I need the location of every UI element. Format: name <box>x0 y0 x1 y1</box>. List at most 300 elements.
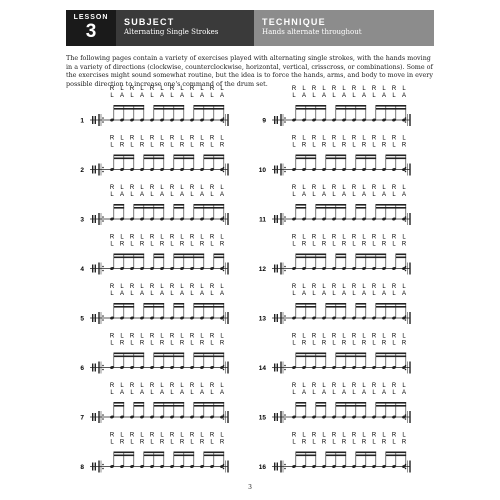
repeat-dot <box>284 117 286 119</box>
clef-mark <box>274 314 275 322</box>
beam <box>376 402 406 404</box>
beam <box>204 452 224 454</box>
lesson-number: 3 <box>85 21 97 42</box>
sticking-letter: L <box>200 234 204 241</box>
sticking-letter: L <box>322 135 326 142</box>
exercise-15 <box>259 383 410 423</box>
clef-mark <box>277 215 278 223</box>
sticking-letter: A <box>341 192 347 198</box>
sticking-letter: R <box>391 234 397 241</box>
sticking-letter: R <box>179 142 185 149</box>
beam <box>134 405 144 407</box>
sticking-letter: A <box>321 192 327 198</box>
beam <box>376 306 406 308</box>
sticking-letter: L <box>150 340 154 347</box>
sticking-letter: L <box>150 291 154 297</box>
beam <box>174 306 184 308</box>
repeat-dot <box>223 171 225 173</box>
beam <box>114 402 124 404</box>
beam <box>376 108 406 110</box>
sticking-letter: L <box>220 333 224 340</box>
sticking-letter: R <box>129 383 135 389</box>
repeat-dot <box>102 270 104 272</box>
sticking-letter: A <box>139 390 145 396</box>
beam <box>174 204 184 206</box>
sticking-letter: L <box>332 142 336 149</box>
sticking-letter: L <box>402 86 406 92</box>
repeat-dot <box>405 167 407 169</box>
repeat-dot <box>223 319 225 321</box>
sticking-letter: A <box>219 93 225 99</box>
repeat-dot <box>405 369 407 371</box>
exercise-number: 6 <box>80 365 84 372</box>
sticking-letter: A <box>159 390 165 396</box>
sticking-letter: A <box>301 93 307 99</box>
sticking-letter: L <box>200 284 204 290</box>
sticking-letter: R <box>361 142 367 149</box>
sticking-letter: L <box>322 383 326 389</box>
sticking-letter: R <box>321 439 327 446</box>
sticking-letter: L <box>220 135 224 142</box>
beam <box>316 204 346 206</box>
sticking-letter: L <box>342 284 346 290</box>
beam <box>114 257 144 259</box>
sticking-letter: L <box>362 234 366 241</box>
beam <box>194 405 224 407</box>
sticking-letter: L <box>292 291 296 297</box>
sticking-letter: L <box>402 284 406 290</box>
sticking-letter: L <box>312 340 316 347</box>
sticking-letter: R <box>149 333 155 340</box>
sticking-letter: L <box>130 291 134 297</box>
beam <box>174 158 194 160</box>
beam <box>114 356 144 358</box>
beam <box>356 257 386 259</box>
beam <box>144 452 164 454</box>
sticking-letter: A <box>179 291 185 297</box>
repeat-dot <box>223 315 225 317</box>
sticking-letter: L <box>170 142 174 149</box>
clef-mark <box>92 116 93 124</box>
beam <box>114 254 144 256</box>
sticking-letter: L <box>180 432 184 439</box>
repeat-dot <box>223 369 225 371</box>
sticking-letter: R <box>381 142 387 149</box>
sticking-letter: R <box>149 383 155 389</box>
sticking-letter: L <box>110 291 114 297</box>
sticking-letter: R <box>129 432 135 439</box>
beam <box>134 207 164 209</box>
sticking-letter: L <box>170 439 174 446</box>
sticking-letter: R <box>381 439 387 446</box>
sticking-letter: L <box>180 284 184 290</box>
sticking-letter: A <box>361 192 367 198</box>
sticking-letter: L <box>352 439 356 446</box>
sticking-letter: L <box>200 185 204 191</box>
sticking-letter: R <box>189 383 195 389</box>
beam <box>154 353 184 355</box>
sticking-letter: L <box>150 192 154 198</box>
sticking-letter: L <box>322 86 326 92</box>
sticking-letter: L <box>140 383 144 389</box>
sticking-letter: L <box>322 234 326 241</box>
exercise-11 <box>259 185 410 225</box>
sticking-letter: R <box>129 185 135 191</box>
sticking-letter: L <box>140 333 144 340</box>
beam <box>204 158 224 160</box>
beam <box>174 455 194 457</box>
beam <box>194 108 224 110</box>
beam <box>154 405 184 407</box>
exercise-5 <box>80 284 228 324</box>
beam <box>326 303 346 305</box>
exercise-number: 1 <box>80 117 84 125</box>
sticking-letter: L <box>402 234 406 241</box>
sticking-letter: R <box>189 432 195 439</box>
repeat-dot <box>102 418 104 420</box>
sticking-letter: R <box>301 340 307 347</box>
sticking-letter: L <box>382 284 386 290</box>
clef-mark <box>95 314 96 322</box>
subject-title: SUBJECT <box>124 17 175 27</box>
sticking-letter: L <box>120 234 124 241</box>
sticking-letter: R <box>109 86 115 92</box>
technique-title: TECHNIQUE <box>262 17 326 27</box>
repeat-dot <box>405 171 407 173</box>
sticking-letter: A <box>381 291 387 297</box>
sticking-letter: R <box>109 432 115 439</box>
beam <box>396 254 406 256</box>
sticking-letter: R <box>291 135 297 142</box>
exercise-number: 3 <box>80 216 84 224</box>
sticking-letter: A <box>179 390 185 396</box>
sticking-letter: R <box>139 142 145 149</box>
sticking-letter: R <box>169 86 175 92</box>
sticking-letter: R <box>311 185 317 191</box>
beam <box>326 158 346 160</box>
sticking-letter: L <box>312 390 316 396</box>
sticking-letter: R <box>331 432 337 439</box>
beam <box>296 254 326 256</box>
sticking-letter: L <box>392 390 396 396</box>
repeat-dot <box>223 216 225 218</box>
sticking-letter: A <box>199 390 205 396</box>
clef-mark <box>274 463 275 471</box>
beam <box>174 207 184 209</box>
sticking-letter: L <box>210 192 214 198</box>
sticking-letter: R <box>119 142 125 149</box>
sticking-letter: R <box>331 135 337 142</box>
repeat-dot <box>223 414 225 416</box>
clef-mark <box>92 215 93 223</box>
exercise-number: 2 <box>80 167 84 174</box>
beam <box>154 402 184 404</box>
sticking-letter: R <box>169 284 175 290</box>
sticking-letter: L <box>160 284 164 290</box>
sticking-letter: L <box>190 390 194 396</box>
sticking-letter: L <box>200 135 204 142</box>
clef-mark <box>95 215 96 223</box>
sticking-letter: R <box>209 234 215 241</box>
clef-mark <box>95 116 96 124</box>
repeat-dot <box>102 121 104 123</box>
clef-mark <box>274 265 275 273</box>
sticking-letter: R <box>179 439 185 446</box>
beam <box>144 158 164 160</box>
sticking-letter: A <box>401 93 407 99</box>
sticking-letter: R <box>199 142 205 149</box>
sticking-letter: L <box>120 185 124 191</box>
sticking-letter: L <box>342 432 346 439</box>
beam <box>326 306 346 308</box>
exercise-3 <box>80 185 228 225</box>
repeat-dot <box>223 266 225 268</box>
beam <box>386 455 406 457</box>
sticking-letter: L <box>110 439 114 446</box>
repeat-dot <box>405 315 407 317</box>
sticking-letter: R <box>189 333 195 340</box>
sticking-letter: L <box>362 432 366 439</box>
sticking-letter: L <box>130 390 134 396</box>
beam <box>296 356 326 358</box>
sticking-letter: A <box>361 93 367 99</box>
beam <box>194 353 224 355</box>
sticking-letter: R <box>129 135 135 142</box>
sticking-letter: R <box>311 86 317 92</box>
sticking-letter: L <box>120 333 124 340</box>
sticking-letter: R <box>291 383 297 389</box>
repeat-dot <box>223 464 225 466</box>
repeat-dot <box>405 270 407 272</box>
repeat-dot <box>223 121 225 123</box>
sticking-letter: L <box>120 135 124 142</box>
sticking-letter: R <box>361 241 367 248</box>
beam <box>376 356 406 358</box>
sticking-letter: R <box>109 284 115 290</box>
sticking-letter: R <box>341 142 347 149</box>
sticking-letter: L <box>392 142 396 149</box>
repeat-dot <box>405 414 407 416</box>
beam <box>174 155 194 157</box>
clef-mark <box>92 413 93 421</box>
sticking-letter: L <box>210 340 214 347</box>
sticking-letter: R <box>311 284 317 290</box>
beam <box>194 303 224 305</box>
sticking-letter: L <box>292 142 296 149</box>
sticking-letter: R <box>129 333 135 340</box>
repeat-dot <box>284 365 286 367</box>
repeat-dot <box>405 220 407 222</box>
repeat-dot <box>284 266 286 268</box>
sticking-letter: R <box>371 86 377 92</box>
repeat-dot <box>405 418 407 420</box>
sticking-letter: A <box>341 390 347 396</box>
sticking-letter: R <box>189 284 195 290</box>
sticking-letter: A <box>361 390 367 396</box>
beam <box>296 405 306 407</box>
sticking-letter: R <box>311 432 317 439</box>
sticking-letter: R <box>381 241 387 248</box>
sticking-letter: R <box>159 142 165 149</box>
sticking-letter: L <box>292 192 296 198</box>
beam <box>356 204 366 206</box>
sticking-letter: R <box>159 241 165 248</box>
sticking-letter: R <box>169 185 175 191</box>
sticking-letter: R <box>311 234 317 241</box>
clef-mark <box>92 364 93 372</box>
sticking-letter: L <box>150 142 154 149</box>
sticking-letter: R <box>351 135 357 142</box>
sticking-letter: L <box>140 185 144 191</box>
sticking-letter: R <box>401 142 407 149</box>
sticking-letter: R <box>109 135 115 142</box>
sticking-letter: L <box>160 185 164 191</box>
beam <box>336 402 366 404</box>
beam <box>114 455 134 457</box>
sticking-letter: L <box>332 241 336 248</box>
clef-mark <box>274 215 275 223</box>
exercise-number: 12 <box>258 266 266 273</box>
sticking-letter: L <box>110 390 114 396</box>
sticking-letter: L <box>190 241 194 248</box>
beam <box>296 455 316 457</box>
sticking-letter: R <box>311 333 317 340</box>
sticking-letter: R <box>219 142 225 149</box>
clef-mark <box>92 265 93 273</box>
beam <box>174 303 184 305</box>
beam <box>326 155 346 157</box>
sticking-letter: A <box>139 192 145 198</box>
sticking-letter: L <box>372 142 376 149</box>
beam <box>356 254 386 256</box>
sticking-letter: L <box>362 284 366 290</box>
sticking-letter: A <box>119 390 125 396</box>
sticking-letter: R <box>149 185 155 191</box>
beam <box>356 455 376 457</box>
sticking-letter: L <box>392 439 396 446</box>
repeat-dot <box>284 270 286 272</box>
sticking-letter: A <box>159 291 165 297</box>
beam <box>114 155 134 157</box>
sticking-letter: R <box>219 439 225 446</box>
sticking-letter: R <box>381 340 387 347</box>
repeat-dot <box>102 216 104 218</box>
sticking-letter: L <box>342 135 346 142</box>
repeat-dot <box>405 266 407 268</box>
sticking-letter: L <box>352 340 356 347</box>
beam <box>114 303 134 305</box>
exercise-10 <box>259 136 410 176</box>
exercise-number: 14 <box>258 365 266 372</box>
beam <box>194 356 224 358</box>
sticking-letter: R <box>129 86 135 92</box>
clef-mark <box>277 413 278 421</box>
sticking-letter: L <box>312 291 316 297</box>
clef-mark <box>277 314 278 322</box>
sticking-letter: L <box>382 234 386 241</box>
sticking-letter: A <box>321 291 327 297</box>
sticking-letter: R <box>139 340 145 347</box>
sticking-letter: L <box>160 86 164 92</box>
sticking-letter: R <box>119 439 125 446</box>
beam <box>154 105 184 107</box>
exercise-16 <box>259 433 410 473</box>
beam <box>376 303 406 305</box>
beam <box>326 452 346 454</box>
sticking-letter: L <box>382 432 386 439</box>
sticking-letter: L <box>160 432 164 439</box>
sticking-letter: R <box>351 333 357 340</box>
sticking-letter: L <box>352 390 356 396</box>
sticking-letter: L <box>322 333 326 340</box>
sticking-letter: L <box>170 241 174 248</box>
sticking-letter: R <box>301 241 307 248</box>
sticking-letter: L <box>392 340 396 347</box>
sticking-letter: R <box>209 383 215 389</box>
sticking-letter: L <box>322 185 326 191</box>
sticking-letter: L <box>140 432 144 439</box>
sticking-letter: R <box>219 340 225 347</box>
clef-mark <box>277 116 278 124</box>
clef-mark <box>274 364 275 372</box>
sticking-letter: R <box>351 383 357 389</box>
sticking-letter: L <box>302 432 306 439</box>
beam <box>336 405 366 407</box>
sticking-letter: L <box>170 192 174 198</box>
sticking-letter: R <box>311 135 317 142</box>
sticking-letter: R <box>109 185 115 191</box>
sticking-letter: L <box>130 142 134 149</box>
repeat-dot <box>102 369 104 371</box>
beam <box>154 254 164 256</box>
beam <box>144 455 164 457</box>
sticking-letter: L <box>372 439 376 446</box>
sticking-letter: L <box>292 390 296 396</box>
sticking-letter: R <box>291 86 297 92</box>
sticking-letter: R <box>391 333 397 340</box>
sticking-letter: R <box>291 234 297 241</box>
sticking-letter: R <box>189 185 195 191</box>
sticking-letter: R <box>219 241 225 248</box>
repeat-dot <box>284 414 286 416</box>
clef-mark <box>274 116 275 124</box>
sticking-letter: L <box>200 333 204 340</box>
sticking-letter: L <box>332 340 336 347</box>
sticking-letter: L <box>170 291 174 297</box>
intro-text: The following pages contain a variety of exercises played with alternating single strokes, with the hands moving in a variety of directions (clockwise, counterclockwise, horizontal, vertical, crisscross, or combinations). Some of the exercises might sound somewhat routine, but the idea is to force the hands, arms, and body to move in every possible direction to increase one's command of the drum set. <box>66 54 433 88</box>
repeat-dot <box>284 167 286 169</box>
beam <box>194 402 224 404</box>
sticking-letter: L <box>382 135 386 142</box>
beam <box>134 402 144 404</box>
beam <box>296 257 326 259</box>
sticking-letter: R <box>391 383 397 389</box>
sticking-letter: R <box>291 185 297 191</box>
beam <box>296 204 306 206</box>
sticking-letter: R <box>209 135 215 142</box>
sticking-letter: R <box>341 241 347 248</box>
sticking-letter: R <box>331 185 337 191</box>
sticking-letter: R <box>371 284 377 290</box>
sticking-letter: R <box>149 432 155 439</box>
beam <box>134 204 164 206</box>
clef-mark <box>277 166 278 174</box>
sticking-letter: R <box>321 142 327 149</box>
sticking-letter: R <box>401 241 407 248</box>
sticking-letter: L <box>110 241 114 248</box>
sticking-letter: L <box>220 432 224 439</box>
sticking-letter: R <box>351 86 357 92</box>
